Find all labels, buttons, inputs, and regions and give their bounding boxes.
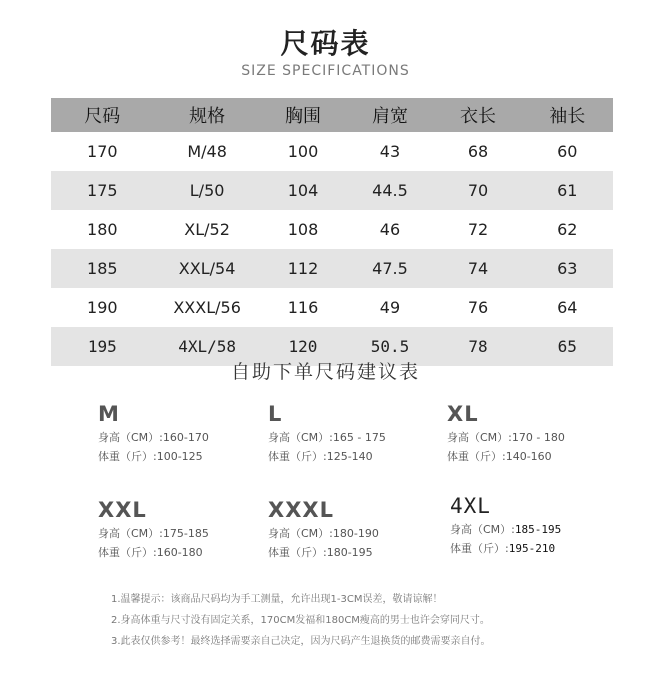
table-cell: 60 [557, 142, 578, 161]
table-cell: 62 [557, 220, 578, 239]
table-cell: 190 [87, 298, 118, 317]
table-cell: 170 [87, 142, 118, 161]
table-cell: 47.5 [372, 259, 408, 278]
height-range [450, 520, 630, 539]
height-label: 身高（CM）: [447, 431, 512, 444]
table-row [51, 171, 613, 210]
size-recommendation-l [268, 400, 448, 466]
table-row [51, 132, 613, 171]
weight-label: 体重（斤）: [268, 546, 327, 559]
height-range [98, 428, 278, 447]
size-recommendation-xxxl [268, 496, 448, 562]
weight-range [447, 447, 627, 466]
table-cell: 70 [467, 181, 489, 200]
size-name: M [98, 402, 120, 426]
table-cell: 49 [379, 298, 401, 317]
weight-range [450, 539, 630, 558]
table-cell: 4XL/58 [178, 337, 236, 356]
height-range [268, 428, 448, 447]
height-label: 身高（CM）: [268, 431, 333, 444]
height-label: 身高（CM）: [268, 527, 333, 540]
size-chart-table [51, 98, 613, 366]
height-value: 185-195 [514, 523, 562, 536]
table-cell: 72 [467, 220, 489, 239]
table-cell: 64 [557, 298, 578, 317]
height-value: 165 - 175 [332, 431, 386, 444]
height-value: 175-185 [162, 527, 209, 540]
header-shoulder: 肩宽 [371, 106, 408, 127]
weight-range [98, 447, 278, 466]
size-name: 4XL [450, 494, 491, 518]
header-spec: 规格 [189, 106, 226, 127]
table-cell: XL/52 [184, 220, 230, 239]
weight-value: 195-210 [508, 542, 556, 555]
height-range [447, 428, 627, 447]
size-recommendation-xxl [98, 496, 278, 562]
table-cell: 112 [287, 259, 319, 278]
weight-label: 体重（斤）: [268, 450, 327, 463]
table-cell: 104 [287, 181, 319, 200]
size-recommendation-xl [447, 400, 627, 466]
table-cell: 68 [467, 142, 489, 161]
weight-label: 体重（斤）: [447, 450, 506, 463]
weight-range [268, 447, 448, 466]
weight-value: 100-125 [156, 450, 203, 463]
table-cell: XXL/54 [178, 259, 236, 278]
table-row [51, 210, 613, 249]
size-name: XL [447, 402, 479, 426]
note-item: 3.此表仅供参考！最终选择需要亲自己决定，因为尺码产生退换货的邮费需要亲自付。 [111, 636, 491, 647]
height-value: 160-170 [162, 431, 209, 444]
weight-label: 体重（斤）: [98, 546, 157, 559]
header-size: 尺码 [84, 106, 121, 127]
header-chest: 胸围 [284, 106, 321, 127]
table-row [51, 249, 613, 288]
table-cell: L/50 [189, 181, 225, 200]
table-cell: M/48 [187, 142, 227, 161]
header-length: 衣长 [460, 106, 497, 127]
weight-value: 160-180 [156, 546, 203, 559]
height-range [98, 524, 278, 543]
table-cell: 44.5 [372, 181, 408, 200]
header-sleeve: 袖长 [549, 106, 586, 127]
note-item: 2.身高体重与尺寸没有固定关系，170CM发福和180CM瘦高的男士也许会穿同尺寸。 [111, 615, 490, 626]
height-range [268, 524, 448, 543]
size-name: XXXL [268, 498, 334, 522]
weight-range [98, 543, 278, 562]
table-cell: 78 [468, 337, 488, 356]
table-cell: 46 [379, 220, 401, 239]
table-cell: 175 [87, 181, 118, 200]
weight-range [268, 543, 448, 562]
size-name: XXL [98, 498, 147, 522]
size-recommendation-4xl [450, 492, 630, 558]
table-cell: 120 [288, 337, 318, 356]
height-label: 身高（CM）: [98, 431, 163, 444]
table-cell: 61 [557, 181, 578, 200]
table-cell: 76 [467, 298, 489, 317]
page-subtitle: SIZE SPECIFICATIONS [241, 63, 410, 79]
height-value: 180-190 [332, 527, 379, 540]
page-title: 尺码表 [280, 27, 371, 60]
table-row [51, 288, 613, 327]
weight-value: 125-140 [326, 450, 373, 463]
height-label: 身高（CM）: [450, 523, 515, 536]
table-cell: 100 [287, 142, 319, 161]
table-cell: 65 [557, 337, 577, 356]
size-name: L [268, 402, 283, 426]
table-cell: 185 [87, 259, 118, 278]
weight-label: 体重（斤）: [98, 450, 157, 463]
table-header-row [51, 98, 613, 132]
table-cell: 116 [287, 298, 319, 317]
note-item: 1.温馨提示：该商品尺码均为手工测量，允许出现1-3CM误差，敬请谅解！ [111, 594, 443, 605]
weight-value: 140-160 [505, 450, 552, 463]
table-cell: 63 [557, 259, 578, 278]
table-cell: 74 [467, 259, 489, 278]
recommendation-title: 自助下单尺码建议表 [230, 361, 420, 383]
table-cell: 180 [87, 220, 118, 239]
notes-section [111, 589, 641, 652]
size-recommendation-m [98, 400, 278, 466]
table-cell: XXXL/56 [173, 298, 241, 317]
weight-label: 体重（斤）: [450, 542, 509, 555]
table-cell: 50.5 [370, 337, 410, 356]
height-label: 身高（CM）: [98, 527, 163, 540]
table-cell: 108 [287, 220, 319, 239]
table-cell: 43 [379, 142, 401, 161]
weight-value: 180-195 [326, 546, 373, 559]
table-cell: 195 [87, 337, 117, 356]
height-value: 170 - 180 [511, 431, 565, 444]
